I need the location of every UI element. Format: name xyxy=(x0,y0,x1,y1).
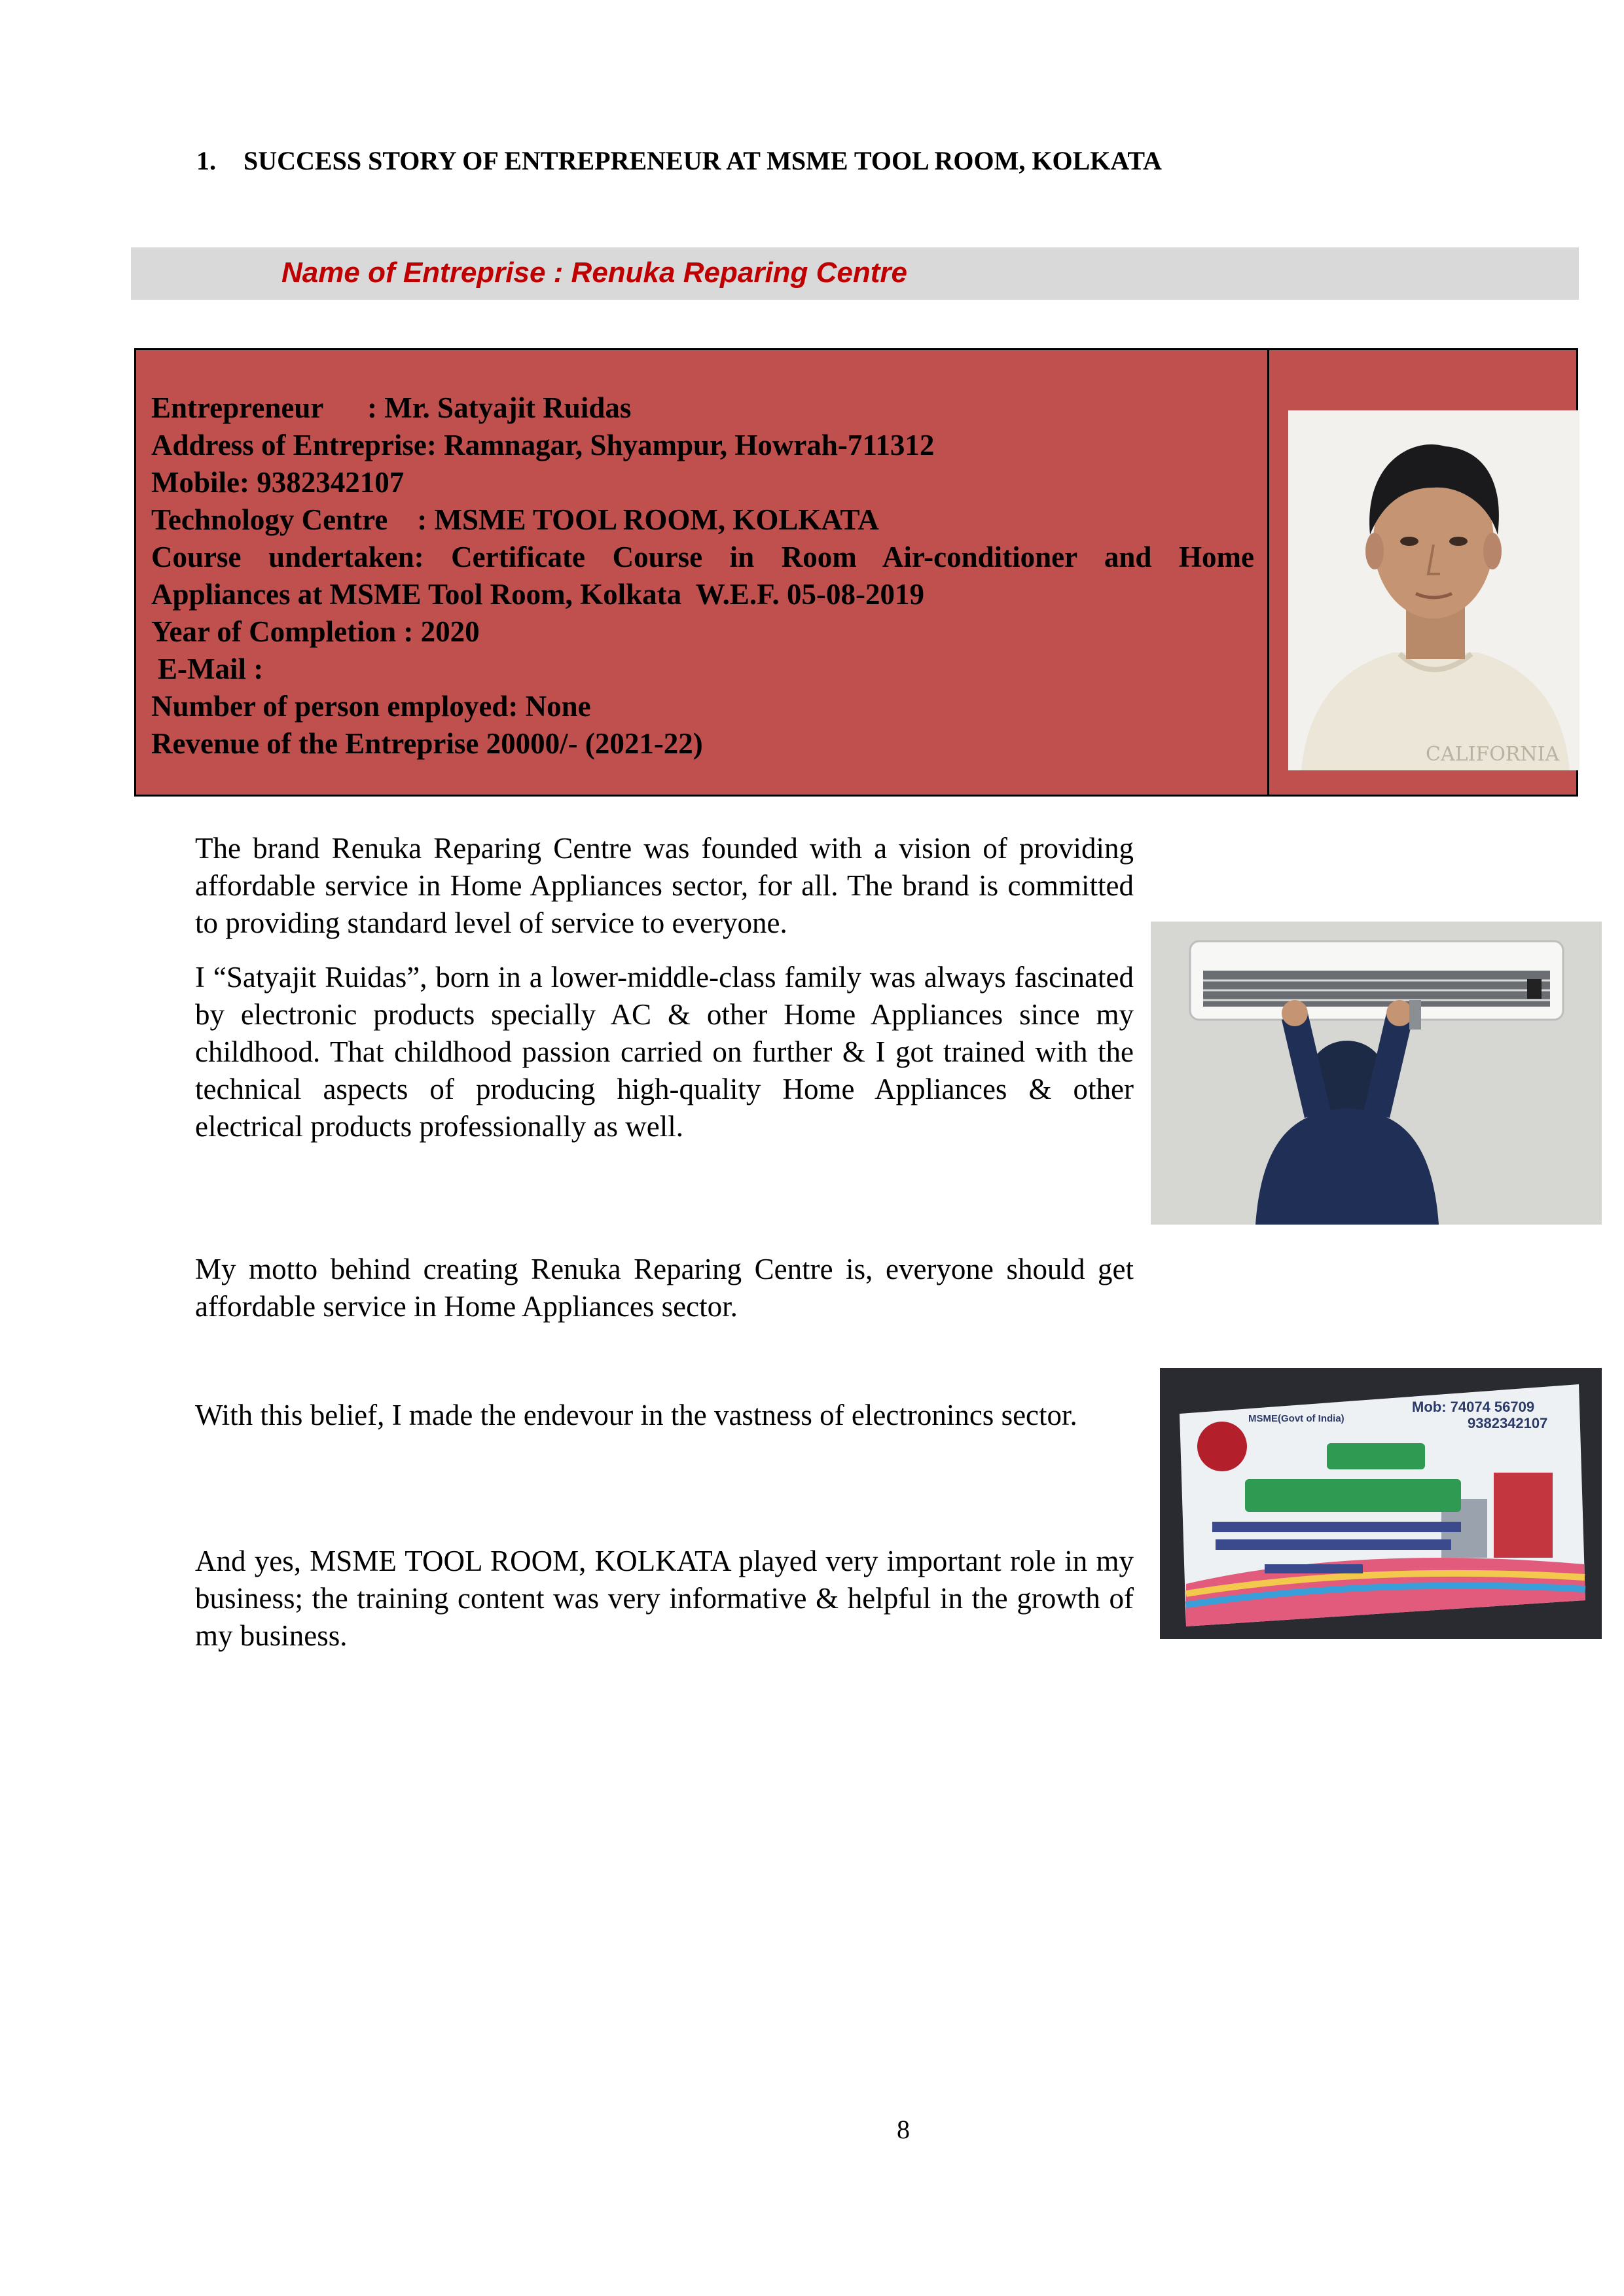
entrepreneur-line: Entrepreneur : Mr. Satyajit Ruidas xyxy=(151,391,632,424)
ac-repair-photo xyxy=(1151,922,1602,1225)
email-line: E-Mail : xyxy=(158,653,264,685)
page-number: 8 xyxy=(897,2115,910,2144)
section-heading xyxy=(196,145,1440,176)
completion-year-line: Year of Completion : 2020 xyxy=(151,615,480,648)
address-line: Address of Entreprise: Ramnagar, Shyampur, Howrah-711312 xyxy=(151,429,935,461)
signboard-msme-text: MSME(Govt of India) xyxy=(1248,1413,1344,1424)
story-paragraph: I “Satyajit Ruidas”, born in a lower-middle-class family was always fascinated by electronic products specially AC & other Home Appliances since my childhood. That childhood passion carried on further & I got trained with the technical aspects of producing high-quality Home Appliances & other electrical products professionally as well. xyxy=(195,961,1134,1143)
signboard-mobile-2: 9382342107 xyxy=(1468,1415,1548,1431)
table-divider xyxy=(1267,350,1269,795)
signboard-photo xyxy=(1160,1368,1602,1639)
revenue-line: Revenue of the Entreprise 20000/- (2021-22) xyxy=(151,727,703,760)
enterprise-name: Name of Entreprise : Renuka Reparing Centre xyxy=(281,257,908,289)
svg-text:CALIFORNIA: CALIFORNIA xyxy=(1426,743,1560,766)
story-paragraph: My motto behind creating Renuka Reparing Centre is, everyone should get affordable service in Home Appliances sector. xyxy=(195,1253,1134,1323)
course-line-1: Course undertaken: Certificate Course in Room Air-conditioner and Home xyxy=(151,541,1254,573)
mobile-line: Mobile: 9382342107 xyxy=(151,466,405,499)
story-paragraph: And yes, MSME TOOL ROOM, KOLKATA played very important role in my business; the training content was very informative & helpful in the growth of my business. xyxy=(195,1545,1134,1652)
entrepreneur-photo xyxy=(1288,410,1579,770)
section-title: SUCCESS STORY OF ENTREPRENEUR AT MSME TOOL ROOM, KOLKATA xyxy=(244,146,1162,175)
signboard-mobile-1: Mob: 74074 56709 xyxy=(1412,1399,1535,1415)
section-number: 1. xyxy=(196,146,216,175)
enterprise-name-banner xyxy=(131,247,1579,300)
technology-centre-line: Technology Centre : MSME TOOL ROOM, KOLKATA xyxy=(151,503,879,536)
course-line-2: Appliances at MSME Tool Room, Kolkata W.E.F. 05-08-2019 xyxy=(151,578,924,611)
story-paragraph: The brand Renuka Reparing Centre was founded with a vision of providing affordable service in Home Appliances sector, for all. The brand is committed to providing standard level of service to everyone. xyxy=(195,832,1134,939)
employees-line: Number of person employed: None xyxy=(151,690,591,723)
story-paragraph: With this belief, I made the endevour in the vastness of electronincs sector. xyxy=(195,1399,1077,1431)
entrepreneur-details xyxy=(151,389,1254,762)
entrepreneur-info-box xyxy=(134,348,1578,797)
